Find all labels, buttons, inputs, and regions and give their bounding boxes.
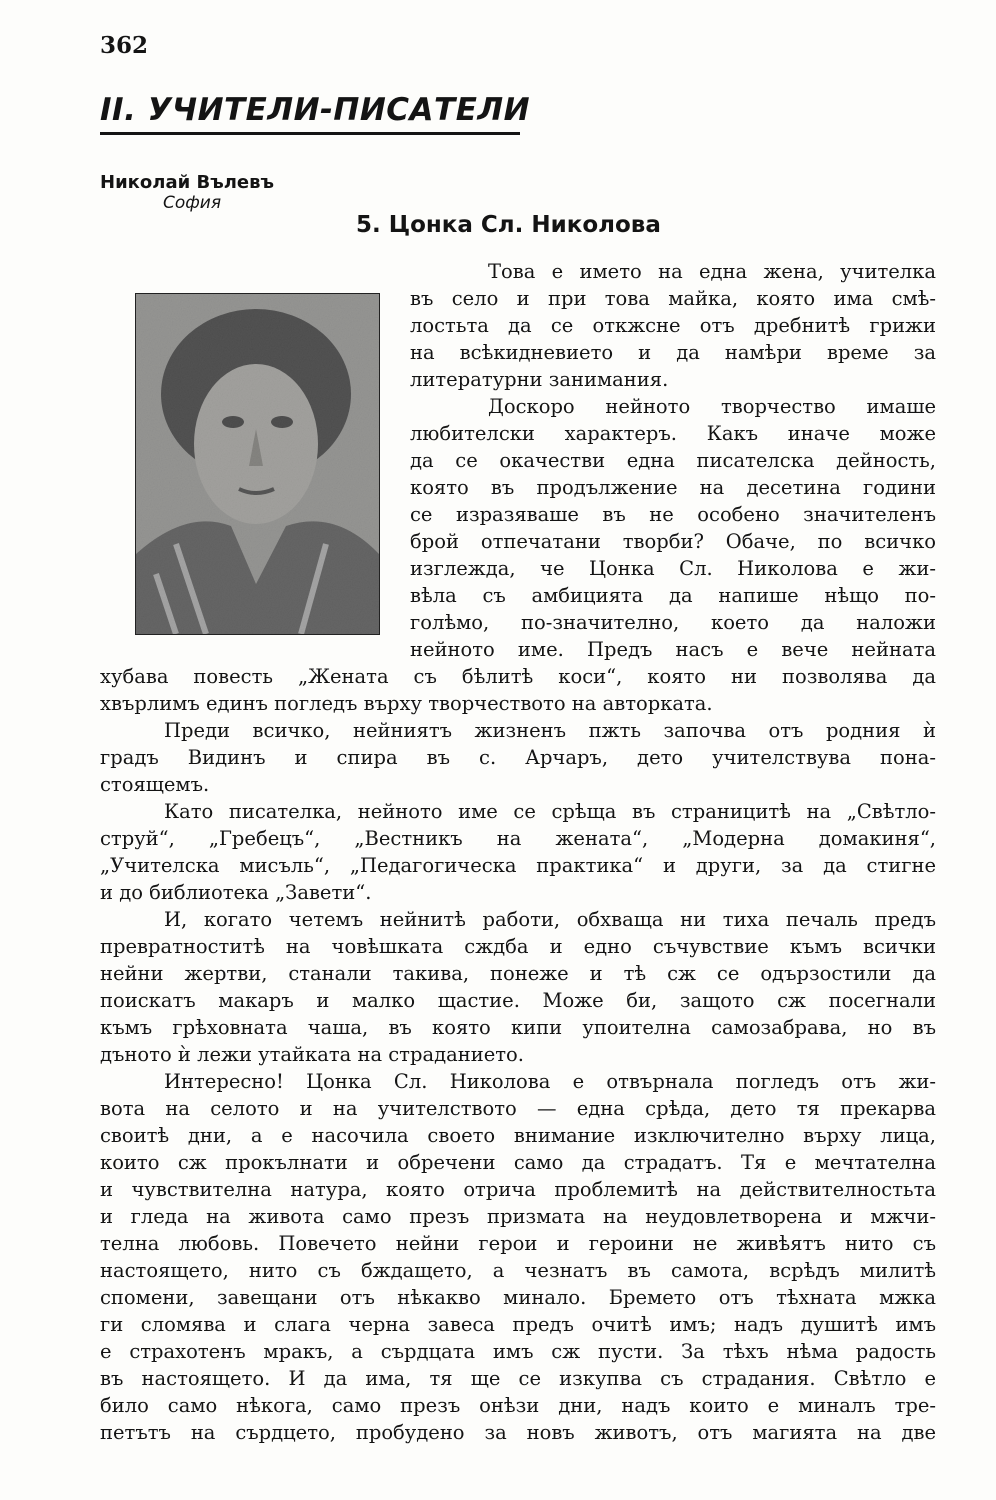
text-line: въ село и при това майка, която има смѣ- <box>410 287 936 310</box>
text-line: която въ продължение на десетина години <box>410 476 936 499</box>
text-line: Като писателка, нейното име се срѣща въ страницитѣ на „Свѣтло- <box>164 800 936 823</box>
text-line: любителски характеръ. Какъ иначе може <box>410 422 936 445</box>
text-line: Интересно! Цонка Сл. Николова е отвърнала погледъ отъ жи- <box>164 1070 936 1093</box>
text-line: да се окачестви една писателска дейность, <box>410 449 936 472</box>
text-line: и чувствителна натура, която отрича проблемитѣ на действителностьта <box>100 1178 936 1201</box>
text-line: лостьта да се откжсне отъ дребнитѣ грижи <box>410 314 936 337</box>
text-line: и до библиотека „Завети“. <box>100 881 372 904</box>
page-number: 362 <box>100 32 149 59</box>
text-line: Това е името на една жена, учителка <box>488 260 936 283</box>
text-line: струй“, „Гребецъ“, „Вестникъ на жената“, „Модерна домакиня“, <box>100 827 936 850</box>
text-line: вѣла съ амбицията да напише нѣщо по- <box>410 584 936 607</box>
text-line: стоящемъ. <box>100 773 210 796</box>
text-line: които сж прокълнати и обречени само да страдатъ. Тя е мечтателна <box>100 1151 936 1174</box>
text-line: хубава повесть „Жената съ бѣлитѣ коси“, която ни позволява да <box>100 665 936 688</box>
text-line: „Учителска мисъль“, „Педагогическа практика“ и други, за да стигне <box>100 854 936 877</box>
text-line: хвърлимъ единъ погледъ върху творчеството на авторката. <box>100 692 713 715</box>
text-line: своитѣ дни, а е насочила своето внимание изключително върху лица, <box>100 1124 936 1147</box>
text-line: настоящето, нито съ бждащето, а чезнатъ въ самота, всрѣдъ милитѣ <box>100 1259 936 1282</box>
text-line: нейни жертви, станали такива, понеже и тѣ сж се одързостили да <box>100 962 936 985</box>
text-line: изглежда, че Цонка Сл. Николова е жи- <box>410 557 936 580</box>
text-line: телна любовь. Повечето нейни герои и героини не живѣятъ нито съ <box>100 1232 936 1255</box>
text-line: нейното име. Предъ насъ е вече нейната <box>410 638 936 661</box>
text-line: брой отпечатани творби? Обаче, по всичко <box>410 530 936 553</box>
text-line: било само нѣкога, само презъ онѣзи дни, надъ които е миналъ тре- <box>100 1394 936 1417</box>
text-line: превратноститѣ на човѣшката сждба и едно съчувствие къмъ всички <box>100 935 936 958</box>
author-city: София <box>163 193 222 213</box>
section-heading: II. УЧИТЕЛИ-ПИСАТЕЛИ <box>100 92 520 135</box>
text-line: поискатъ макаръ и малко щастие. Може би, защото сж посегнали <box>100 989 936 1012</box>
text-line: дъното ѝ лежи утайката на страданието. <box>100 1043 524 1066</box>
text-line: и гледа на живота само презъ призмата на неудовлетворена и мжчи- <box>100 1205 936 1228</box>
text-line: е страхотенъ мракъ, а сърдцата имъ сж пусти. За тѣхъ нѣма радость <box>100 1340 936 1363</box>
text-line: И, когато четемъ нейнитѣ работи, обхваща ни тиха печаль предъ <box>164 908 936 931</box>
text-line: на всѣкидневието и да намѣри време за <box>410 341 936 364</box>
text-line: вота на селото и на учителството — една срѣда, дето тя прекарва <box>100 1097 936 1120</box>
text-line: Доскоро нейното творчество имаше <box>488 395 936 418</box>
article-body <box>100 258 936 1446</box>
text-line: голѣмо, по-значително, което да наложи <box>410 611 936 634</box>
text-line: Преди всичко, нейниятъ жизненъ пжть започва отъ родния ѝ <box>164 719 936 742</box>
text-line: градъ Видинъ и спира въ с. Арчаръ, дето учителствува пона- <box>100 746 936 769</box>
text-line: въ настоящето. И да има, тя ще се изкупва съ страдания. Свѣтло е <box>100 1367 936 1390</box>
text-line: къмъ грѣховната чаша, въ която кипи упоителна самозабрава, но въ <box>100 1016 936 1039</box>
text-line: ги сломява и слага черна завеса предъ очитѣ имъ; надъ душитѣ имъ <box>100 1313 936 1336</box>
article-title: 5. Цонка Сл. Николова <box>356 212 661 238</box>
text-line: спомени, завещани отъ нѣкакво минало. Бремето отъ тѣхната мжка <box>100 1286 936 1309</box>
text-line: се изразяваше въ не особено значителенъ <box>410 503 936 526</box>
text-line: литературни занимания. <box>410 368 669 391</box>
text-line: петътъ на сърдцето, пробудено за новъ животъ, отъ магията на две <box>100 1421 936 1444</box>
author-name: Николай Вълевъ <box>100 172 275 193</box>
